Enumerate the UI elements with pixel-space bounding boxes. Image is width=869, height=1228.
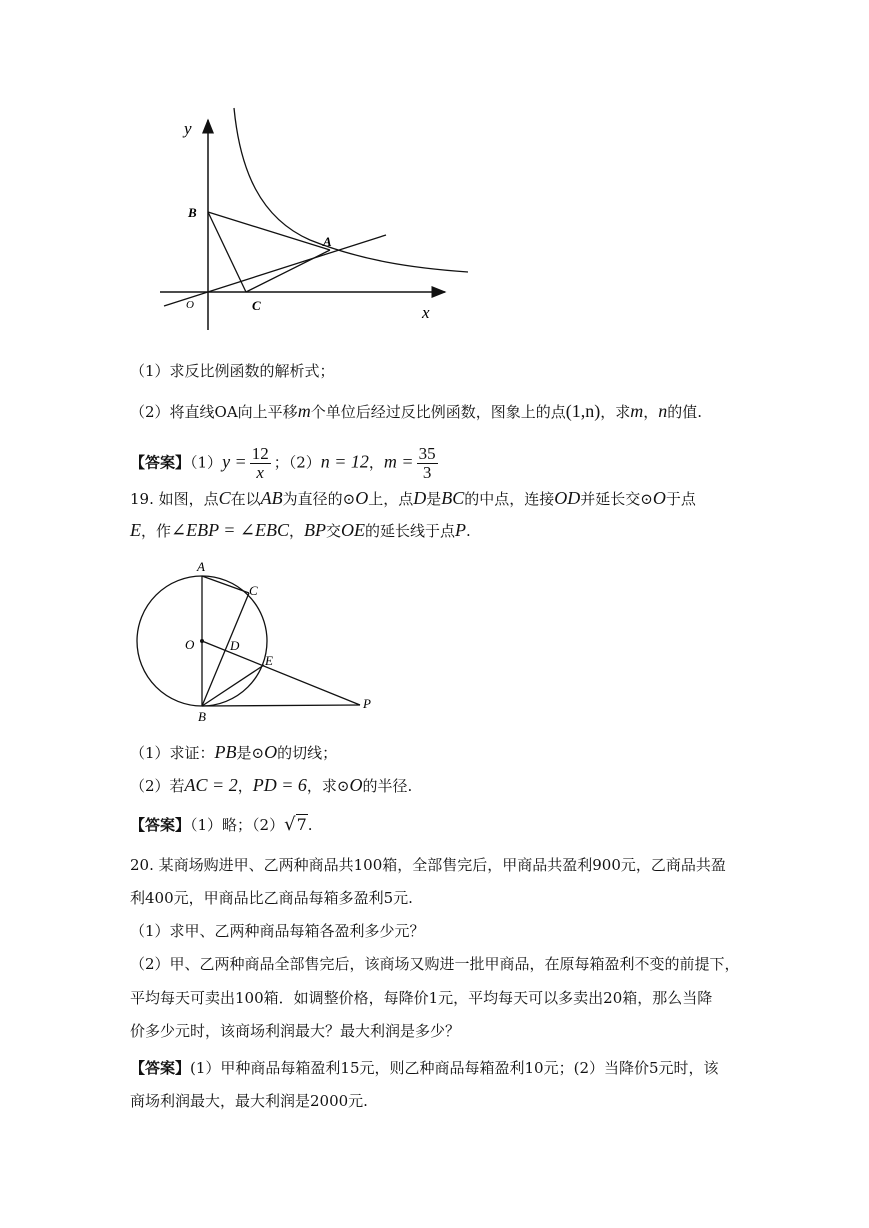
figure-circle-geometry	[125, 555, 385, 725]
sqrt-symbol: √	[284, 814, 296, 835]
center-dot	[200, 639, 204, 643]
q19-part1: （1）求证：PB是⊙O的切线；	[130, 742, 338, 762]
label-b2: B	[198, 709, 206, 724]
q19-stem-line2: E，作∠EBP = ∠EBC，BP交OE的延长线于点P.	[130, 520, 471, 540]
segment-ca	[246, 250, 330, 292]
q19-part2: （2）若AC = 2，PD = 6，求⊙O的半径.	[130, 775, 413, 795]
label-b: B	[188, 205, 197, 220]
label-o: O	[186, 299, 194, 311]
label-y: y	[184, 119, 192, 138]
q19-answer: 【答案】（1）略；（2）√7.	[130, 814, 313, 835]
label-e2: E	[265, 653, 273, 668]
label-c2: C	[249, 583, 258, 598]
line-oa	[164, 235, 386, 306]
q20-line2: 利400元，甲商品比乙商品每箱多盈利5元.	[130, 889, 413, 907]
label-x: x	[422, 303, 430, 322]
q20-part2-line3: 价多少元时，该商场利润最大？最大利润是多少？	[130, 1022, 461, 1040]
fraction-35-over-3: $\frac{35}{3}$	[418, 444, 436, 482]
figure-coordinate-graph	[150, 100, 480, 330]
line-op	[202, 641, 360, 705]
chord-ac	[202, 576, 249, 593]
q18-part1: （1）求反比例函数的解析式；	[130, 362, 335, 380]
q20-part1: （1）求甲、乙两种商品每箱各盈利多少元？	[130, 922, 425, 940]
segment-be	[202, 665, 264, 706]
segment-ba	[208, 212, 330, 250]
q19-stem-line1: 19. 如图，点C在以AB为直径的⊙O上，点D是BC的中点，连接OD并延长交⊙O于点	[130, 488, 696, 508]
label-o2: O	[185, 637, 195, 652]
q20-answer-line1: 【答案】(1）甲种商品每箱盈利15元，则乙种商品每箱盈利10元；(2）当降价5元时，该	[130, 1059, 719, 1077]
label-d2: D	[230, 638, 240, 653]
q20-answer-line2: 商场利润最大，最大利润是2000元.	[130, 1092, 368, 1110]
chord-bc	[202, 593, 249, 706]
label-a: A	[323, 234, 332, 249]
fraction-12-over-x: $\frac{12}{x}$	[251, 444, 269, 482]
label-p2: P	[363, 696, 371, 711]
q20-line1: 20. 某商场购进甲、乙两种商品共100箱，全部售完后，甲商品共盈利900元，乙商品共盈	[130, 856, 726, 874]
segment-bc	[208, 212, 246, 292]
q20-part2-line2: 平均每天可卖出100箱．如调整价格，每降价1元，平均每天可以多卖出20箱，那么当降	[130, 989, 713, 1007]
q20-part2-line1: （2）甲、乙两种商品全部售完后，该商场又购进一批甲商品，在原每箱盈利不变的前提下，	[130, 955, 740, 973]
hyperbola-curve	[234, 108, 468, 272]
label-c: C	[252, 298, 261, 313]
q18-answer: 【答案】（1）y = $\frac{12}{x}$ ；（2）n = 12，m = $\frac{35}{3}$	[130, 444, 436, 482]
label-a2: A	[197, 559, 205, 574]
segment-bp	[202, 705, 360, 706]
q18-part2: （2）将直线OA向上平移m个单位后经过反比例函数，图象上的点(1,n)，求m，n的值.	[130, 401, 703, 421]
